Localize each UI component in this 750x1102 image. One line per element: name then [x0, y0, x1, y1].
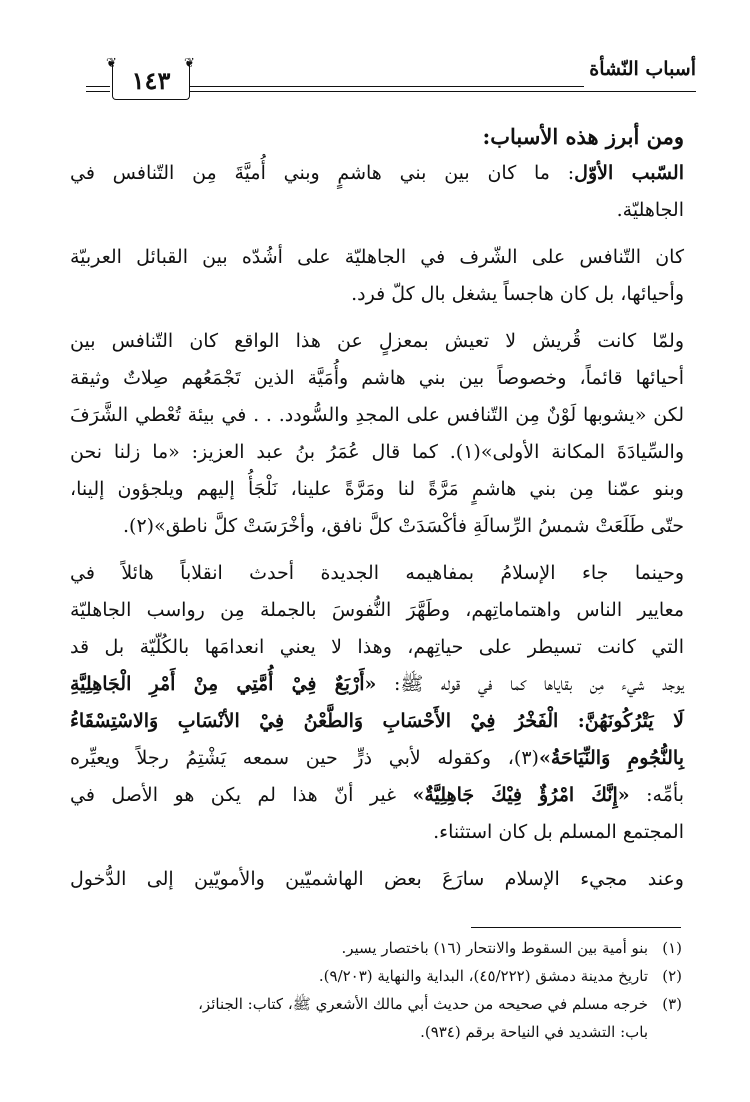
page-header: [86, 58, 696, 108]
ornament-right-icon: ❦: [184, 56, 195, 71]
text-line: المجتمع المسلم بل كان استثناء.: [433, 821, 684, 843]
text-line: ولمّا كانت قُريش لا تعيش بمعزلٍ عن هذا الواقع كان التّنافس بين: [70, 330, 684, 352]
footnote: [70, 934, 682, 962]
hadith-quote: «أَرْبَعٌ فِيْ أُمَّتِي مِنْ أَمْرِ الْجَاهِلِيَّةِ: [70, 673, 377, 695]
footnotes: [70, 934, 682, 1046]
header-rule-left: [86, 86, 110, 87]
running-title: أسباب النّشأة: [589, 58, 696, 80]
footnote-continuation: باب: التشديد في النياحة برقم (٩٣٤).: [420, 1023, 648, 1041]
text-line: كان التّنافس على الشّرف في الجاهليّة على أشُدّه بين القبائل العربيّة: [70, 246, 684, 268]
footnote-number: (٣): [662, 995, 682, 1013]
text-line: وعند مجيء الإسلام سارَعَ بعض الهاشميّين والأمويّين إلى الدُّخول: [70, 868, 684, 890]
main-text: [70, 118, 684, 898]
page-number: ١٤٣: [131, 66, 171, 95]
header-rule-thin: [190, 91, 696, 92]
text-line: [70, 740, 684, 777]
text-line: وبنو عمّنا مِن بني هاشمٍ مَرَّةً لنا ومَرَّةً علينا، نَلْجَأُ إليهم ويلجؤون إلينا،: [70, 478, 684, 500]
footnote-divider: [471, 927, 681, 928]
section-heading: ومن أبرز هذه الأسباب:: [482, 124, 684, 149]
footnote: [70, 962, 682, 990]
text-line: وحينما جاء الإسلامُ بمفاهيمه الجديدة أحدث انقلاباً هائلاً في: [70, 562, 684, 584]
footnote-text: تاريخ مدينة دمشق (٤٥/٢٢٢)، البداية والنهاية (٩/٢٠٣).: [318, 967, 648, 985]
text-line: معايير الناس واهتماماتِهم، وطَهَّرَ النُّفوسَ بالجملة مِن رواسب الجاهليّة: [70, 599, 684, 621]
text-segment: (٣)، وكقوله لأبي ذرٍّ حين سمعه يَشْتِمُ رجلاً ويعيِّره: [70, 747, 539, 769]
text-line: أحيائها قائماً، وخصوصاً بين بني هاشم وأُمَيَّة الذين تَجْمَعُهم صِلاتٌ وثيقة: [70, 367, 684, 389]
footnote-text: بنو أمية بين السقوط والانتحار (١٦) باختصار يسير.: [341, 939, 648, 957]
text-segment: : ما كان بين بني هاشمٍ وبني أُميَّةَ مِن التّنافس في: [70, 162, 575, 184]
page-number-frame: [112, 63, 190, 100]
footnote-text: خرجه مسلم في صحيحه من حديث أبي مالك الأشعري ﷺ، كتاب: الجنائز،: [198, 995, 648, 1013]
text-line: حتّى طَلَعَتْ شمسُ الرِّسالَةِ فأكْسَدَتْ كلَّ نافق، وأخْرَسَتْ كلَّ ناطق»(٢).: [122, 515, 684, 537]
ornament-left-icon: ❦: [106, 56, 117, 71]
text-line: الجاهليّة.: [616, 199, 684, 221]
text-line: التي كانت تسيطر على حياتِهم، وهذا لا يعني انعدامَها بالكُلّيّة بل قد: [70, 636, 684, 658]
footnote: [70, 990, 682, 1018]
text-line: [70, 666, 684, 703]
footnote-number: (١): [662, 939, 682, 957]
reason-label: السّبب الأوّل: [574, 162, 684, 184]
footnote-number: (٢): [662, 967, 682, 985]
text-line: لكن «يشوبها لَوْنٌ مِن التّنافس على المجدِ والسُّودد. . . في بيئة تُعْطي الشَّرَفَ: [70, 404, 684, 426]
text-line: وأحيائها، بل كان هاجساً يشغل بال كلّ فرد.: [351, 283, 684, 305]
text-segment: غير أنّ هذا لم يكن هو الأصل في: [70, 784, 413, 806]
text-segment: يوجد شيء مِن بقاياها كما في قوله ﷺ:: [376, 673, 684, 695]
hadith-quote: «إِنَّكَ امْرُؤٌ فِيْكَ جَاهِلِيَّةٌ»: [412, 784, 630, 806]
text-line: [70, 155, 684, 192]
header-rule: [190, 86, 584, 87]
hadith-quote: بِالنُّجُومِ وَالنِّيَاحَةُ»: [538, 747, 684, 769]
hadith-quote-line: لَا يَتْرُكُونَهُنَّ: الْفَخْرُ فِيْ الأَحْسَابِ وَالطَّعْنُ فِيْ الأنْسَابِ وَالاسْتِسْقَاءُ: [70, 710, 684, 732]
header-rule-left-thin: [86, 91, 110, 92]
text-segment: بأمِّه:: [629, 784, 685, 806]
text-line: [70, 777, 684, 814]
text-line: والسِّيادَةَ المكانة الأولى»(١). كما قال عُمَرُ بنُ عبد العزيز: «ما زلنا نحن: [70, 441, 684, 463]
